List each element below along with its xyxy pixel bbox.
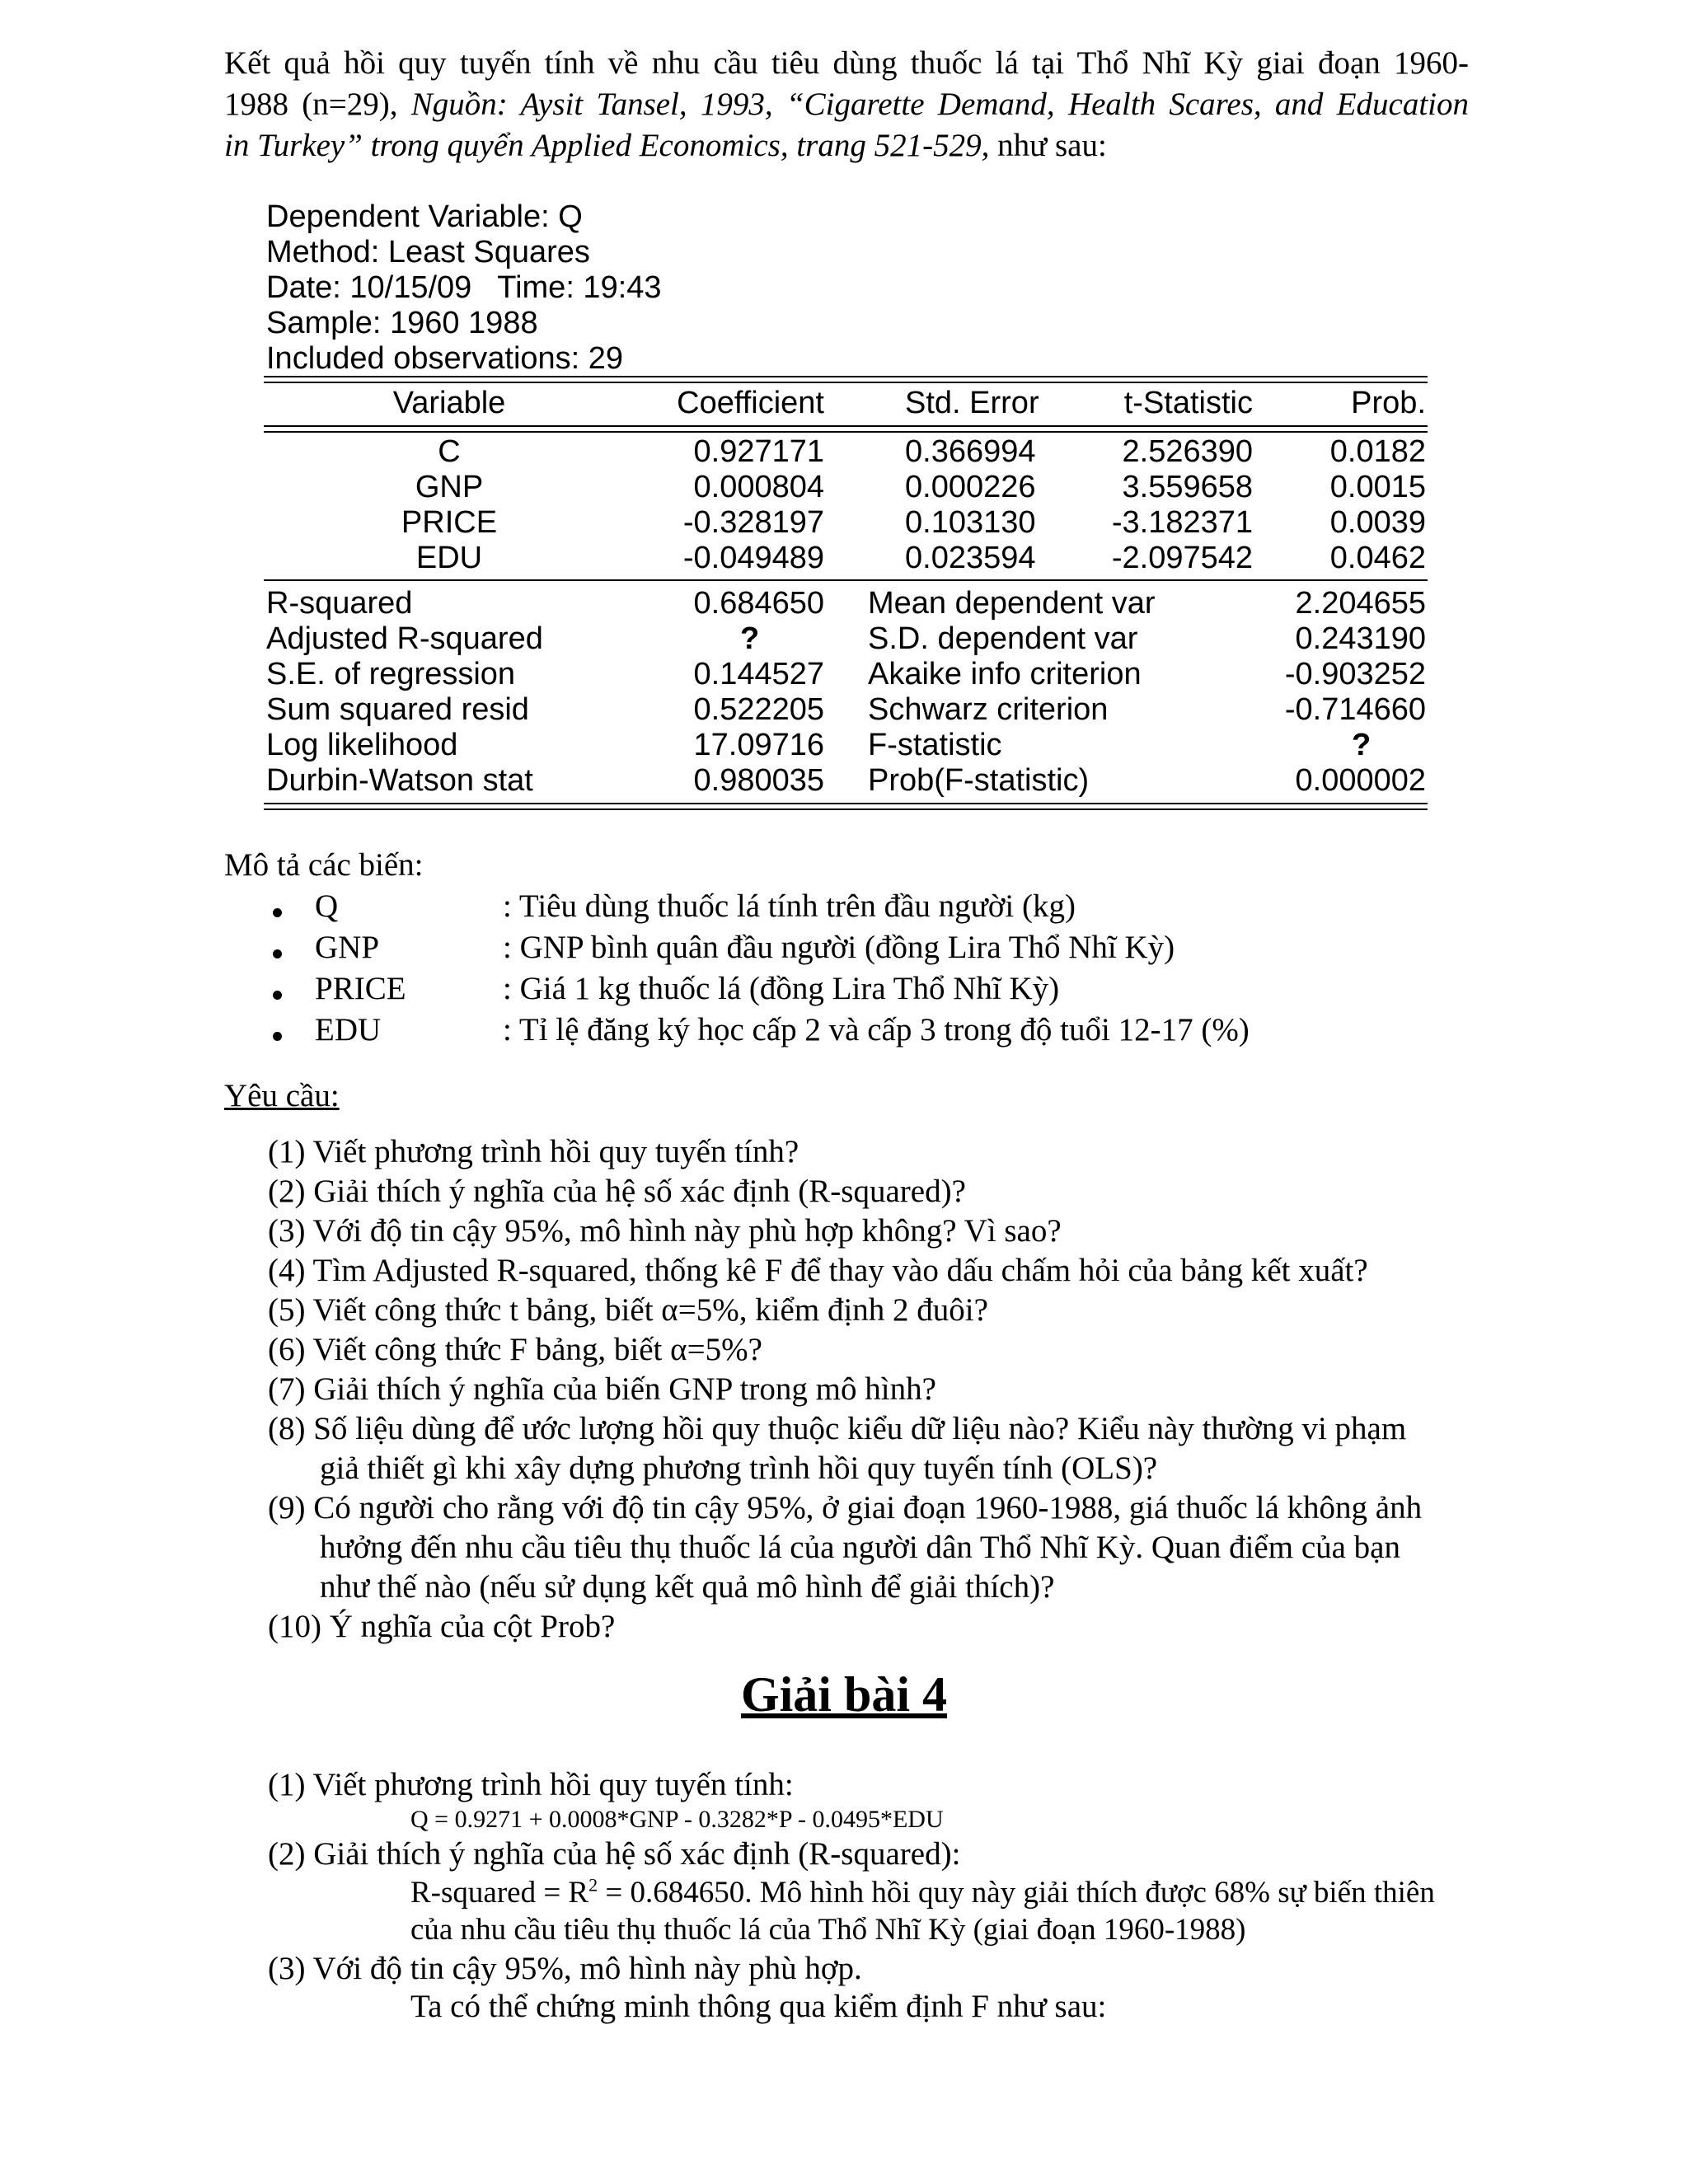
variable-name: Q [315, 888, 339, 924]
date-time: Date: 10/15/09 Time: 19:43 [266, 270, 662, 305]
stat-value: -0.903252 [1284, 657, 1426, 691]
requirement-item: (9) Có người cho rằng với độ tin cậy 95%, ở giai đoạn 1960-1988, giá thuốc lá không ảnh [268, 1490, 1423, 1526]
requirement-item: (10) Ý nghĩa của cột Prob? [268, 1609, 616, 1644]
requirement-item: (2) Giải thích ý nghĩa của hệ số xác định (R-squared)? [268, 1174, 966, 1209]
header-bottom-rule [264, 425, 1428, 433]
stat-value: 0.000002 [1295, 763, 1426, 798]
table-row-coefficient: -0.328197 [682, 505, 824, 540]
regression-header [266, 199, 662, 377]
stat-value-missing: ? [740, 621, 760, 656]
sample: Sample: 1960 1988 [266, 306, 538, 340]
stat-label: Schwarz criterion [868, 692, 1109, 727]
stat-value: 0.684650 [693, 586, 824, 621]
variable-name: EDU [315, 1012, 382, 1047]
solution-step-2: (2) Giải thích ý nghĩa của hệ số xác định (R-squared): [268, 1836, 961, 1872]
requirement-item: (7) Giải thích ý nghĩa của biến GNP trong mô hình? [268, 1371, 936, 1407]
r-squared-line [410, 1875, 1435, 1910]
stat-label: Sum squared resid [266, 692, 529, 727]
table-row-prob: 0.0039 [1329, 505, 1426, 540]
variable-desc: : GNP bình quân đầu người (đồng Lira Thổ Nhĩ Kỳ) [503, 930, 1175, 965]
r-squared-explanation: = 0.684650. Mô hình hồi quy này giải thích được 68% sự biến thiên [598, 1876, 1435, 1910]
stat-label: R-squared [266, 586, 413, 621]
stat-label: S.D. dependent var [868, 621, 1138, 656]
stat-label: Adjusted R-squared [266, 621, 543, 656]
intro-line-3 [224, 125, 1469, 166]
col-header-std-error: Std. Error [905, 386, 1039, 420]
requirement-item: (5) Viết công thức t bảng, biết α=5%, kiểm định 2 đuôi? [268, 1292, 988, 1328]
table-row-prob: 0.0015 [1329, 470, 1426, 504]
col-header-prob: Prob. [1351, 386, 1426, 420]
stat-value: 0.980035 [693, 763, 824, 798]
stat-label: Mean dependent var [868, 586, 1156, 621]
table-row-coefficient: -0.049489 [682, 541, 824, 575]
table-row-t-statistic: 2.526390 [1122, 434, 1253, 469]
table-row-t-statistic: -3.182371 [1111, 505, 1253, 540]
squared-superscript: 2 [588, 1874, 598, 1896]
stat-label: Log likelihood [266, 728, 458, 762]
intro-paragraph [224, 43, 1469, 166]
table-row-variable: GNP [415, 470, 484, 504]
requirement-item: (3) Với độ tin cậy 95%, mô hình này phù hợp không? Vì sao? [268, 1213, 1062, 1249]
stat-label: Prob(F-statistic) [868, 763, 1090, 798]
table-row-std-error: 0.000226 [905, 470, 1036, 504]
stat-label: F-statistic [868, 728, 1002, 762]
requirement-item-cont: như thế nào (nếu sử dụng kết quả mô hình để giải thích)? [320, 1569, 1055, 1605]
table-row-t-statistic: -2.097542 [1111, 541, 1253, 575]
intro-line-2-plain: 1988 (n=29), [224, 87, 411, 122]
col-header-t-statistic: t-Statistic [1123, 386, 1253, 420]
stat-value: 0.243190 [1295, 621, 1426, 656]
col-header-variable: Variable [392, 386, 506, 420]
variable-desc: : Giá 1 kg thuốc lá (đồng Lira Thổ Nhĩ Kỳ) [503, 971, 1060, 1006]
table-row-variable: C [438, 434, 461, 469]
method: Method: Least Squares [266, 235, 590, 269]
intro-source-italic: Nguồn: Aysit Tansel, 1993, “Cigarette Demand, Health Scares, and Education [410, 87, 1469, 122]
variable-name: GNP [315, 930, 380, 965]
regression-equation: Q = 0.9271 + 0.0008*GNP - 0.3282*P - 0.0495*EDU [410, 1806, 944, 1833]
table-row-variable: EDU [415, 541, 483, 575]
col-header-coefficient: Coefficient [677, 386, 824, 420]
requirement-item-cont: giả thiết gì khi xây dựng phương trình hồi quy tuyến tính (OLS)? [320, 1451, 1158, 1486]
table-row-t-statistic: 3.559658 [1122, 470, 1253, 504]
intro-line-3-plain: như sau: [989, 128, 1107, 163]
solution-title: Giải bài 4 [740, 1667, 948, 1722]
table-row-coefficient: 0.000804 [693, 470, 824, 504]
table-row-std-error: 0.023594 [905, 541, 1036, 575]
table-bottom-rule [264, 803, 1428, 810]
variable-desc: : Tỉ lệ đăng ký học cấp 2 và cấp 3 trong độ tuổi 12-17 (%) [503, 1012, 1250, 1047]
requirement-item: (4) Tìm Adjusted R-squared, thống kê F để thay vào dấu chấm hỏi của bảng kết xuất? [268, 1253, 1368, 1288]
stat-value-missing: ? [1352, 728, 1372, 762]
stat-label: Durbin-Watson stat [266, 763, 533, 798]
table-row-coefficient: 0.927171 [693, 434, 824, 469]
stat-value: 2.204655 [1295, 586, 1426, 621]
bullet-icon [273, 991, 282, 1000]
r-squared-label: R-squared = R [410, 1876, 589, 1910]
table-row-prob: 0.0182 [1329, 434, 1426, 469]
intro-source-italic-2: in Turkey” trong quyển Applied Economics, trang 521-529, [224, 128, 990, 163]
requirement-item: (1) Viết phương trình hồi quy tuyến tính? [268, 1134, 799, 1169]
stat-label: S.E. of regression [266, 657, 516, 691]
solution-step-3: (3) Với độ tin cậy 95%, mô hình này phù hợp. [268, 1951, 862, 1986]
stat-value: 17.09716 [693, 728, 824, 762]
variable-name: PRICE [315, 971, 406, 1006]
variables-heading: Mô tả các biến: [224, 847, 424, 883]
stat-value: 0.522205 [693, 692, 824, 727]
table-row-std-error: 0.366994 [905, 434, 1036, 469]
dependent-variable: Dependent Variable: Q [266, 199, 583, 234]
bullet-icon [273, 908, 282, 917]
requirement-item: (8) Số liệu dùng để ước lượng hồi quy thuộc kiểu dữ liệu nào? Kiểu này thường vi phạm [268, 1411, 1407, 1446]
bullet-icon [273, 949, 282, 958]
variable-desc: : Tiêu dùng thuốc lá tính trên đầu người (kg) [503, 888, 1076, 924]
intro-line-1: Kết quả hồi quy tuyến tính về nhu cầu tiêu dùng thuốc lá tại Thổ Nhĩ Kỳ giai đoạn 1960- [224, 45, 1469, 81]
table-row-prob: 0.0462 [1329, 541, 1426, 575]
coef-bottom-rule [264, 579, 1428, 581]
intro-line-2 [224, 84, 1469, 125]
table-top-rule [264, 376, 1428, 383]
requirement-item-cont: hưởng đến nhu cầu tiêu thụ thuốc lá của người dân Thổ Nhĩ Kỳ. Quan điểm của bạn [320, 1530, 1400, 1565]
r-squared-line-2: của nhu cầu tiêu thụ thuốc lá của Thổ Nhĩ Kỳ (giai đoạn 1960-1988) [410, 1913, 1246, 1947]
table-row-std-error: 0.103130 [905, 505, 1036, 540]
bullet-icon [273, 1032, 282, 1041]
stat-value: -0.714660 [1284, 692, 1426, 727]
stat-value: 0.144527 [693, 657, 824, 691]
solution-step-1: (1) Viết phương trình hồi quy tuyến tính: [268, 1767, 794, 1802]
included-observations: Included observations: 29 [266, 341, 624, 376]
stat-label: Akaike info criterion [868, 657, 1142, 691]
requirement-item: (6) Viết công thức F bảng, biết α=5%? [268, 1332, 762, 1367]
table-row-variable: PRICE [401, 505, 498, 540]
requirements-heading: Yêu cầu: [224, 1078, 340, 1113]
solution-step-3-note: Ta có thể chứng minh thông qua kiểm định F như sau: [410, 1989, 1107, 2024]
